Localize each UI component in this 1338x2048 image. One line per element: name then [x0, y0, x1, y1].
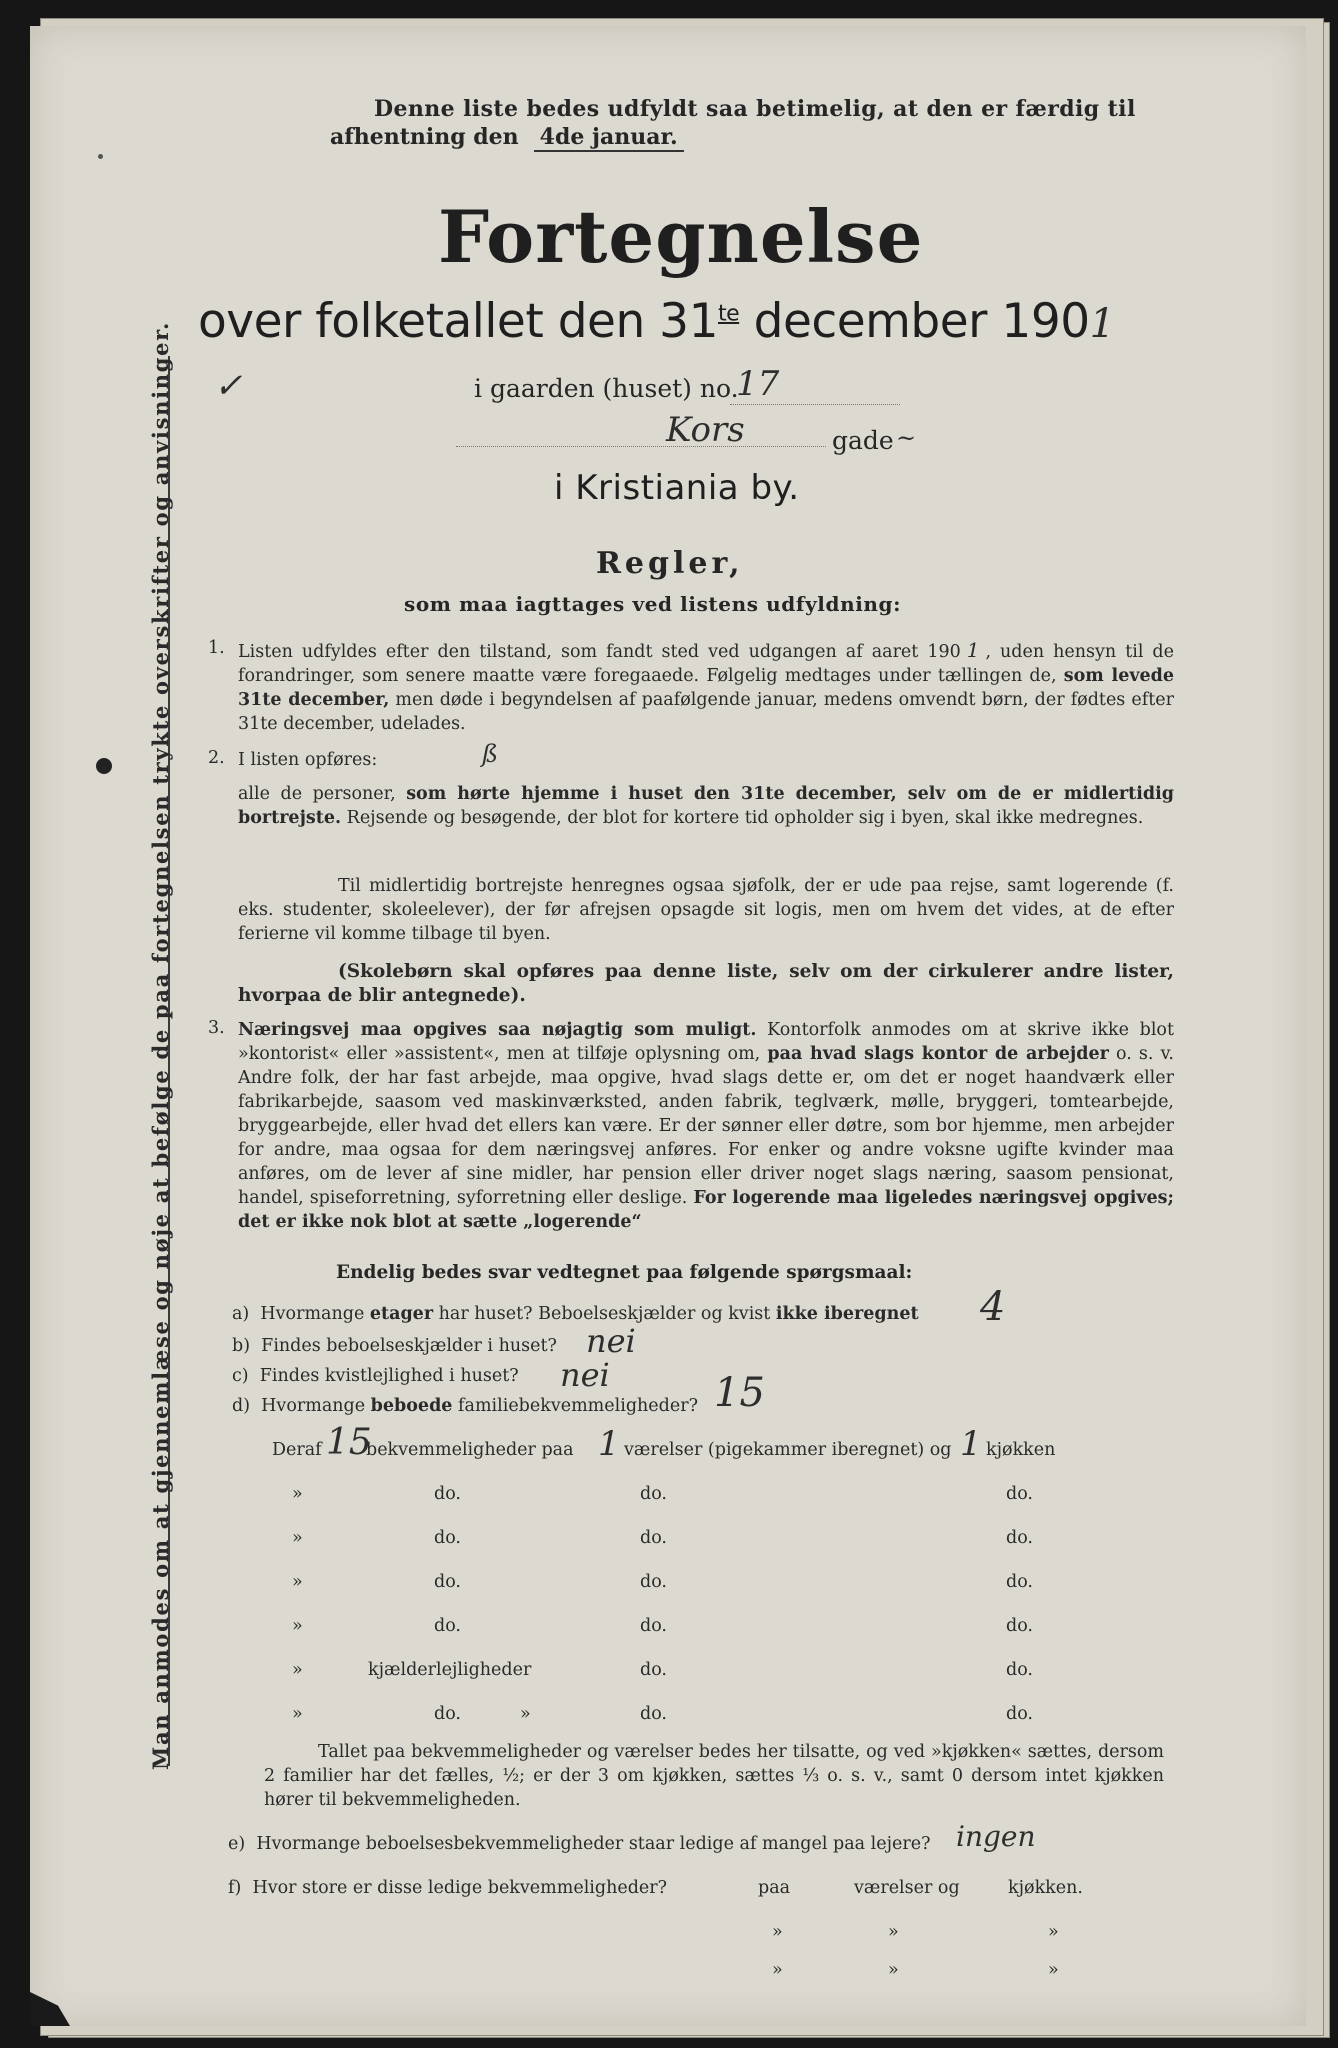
- deraf-rooms: 1: [598, 1424, 620, 1464]
- header-notice-line1: Denne liste bedes udfyldt saa betimelig, at den er færdig til: [374, 96, 1136, 122]
- question-f: [228, 1878, 667, 1898]
- answer-c: nei: [560, 1356, 610, 1394]
- ditto-f2-a: »: [772, 1960, 783, 1980]
- rule3-bold2: paa hvad slags kontor de arbejder: [767, 1044, 1109, 1064]
- ditto-r6-a: »: [292, 1704, 303, 1724]
- rule1-year-handwritten: 1: [966, 638, 980, 662]
- kjaelder-label: kjælderlejligheder: [368, 1660, 532, 1680]
- header-notice-line2: [330, 124, 684, 152]
- rule1-bold: som levede 31te december,: [238, 666, 1174, 710]
- question-f-paa: paa: [758, 1878, 791, 1898]
- do-r6-e: do.: [1006, 1704, 1033, 1724]
- rule3-text: [238, 1018, 1174, 1234]
- question-e-label: e): [228, 1834, 246, 1854]
- ditto-r3-a: »: [292, 1572, 303, 1592]
- deraf-col2: værelser (pigekammer iberegnet) og: [624, 1440, 952, 1460]
- ditto-r6-c: »: [520, 1704, 531, 1724]
- do-r3-b: do.: [434, 1572, 461, 1592]
- deraf-col3: kjøkken: [986, 1440, 1056, 1460]
- ditto-f1-a: »: [772, 1922, 783, 1942]
- question-a-label: a): [232, 1304, 250, 1324]
- question-f-text: Hvor store er disse ledige bekvemmeligheder?: [252, 1878, 668, 1898]
- do-r3-d: do.: [1006, 1572, 1033, 1592]
- rule2-number: 2.: [208, 748, 225, 768]
- gaard-dotline: [730, 404, 900, 405]
- city-line: i Kristiania by.: [554, 468, 800, 508]
- rule1-part-a: Listen udfyldes efter den tilstand, som fandt sted ved udgangen af aaret 190: [238, 642, 961, 662]
- questions-intro: Endelig bedes svar vedtegnet paa følgende spørgsmaal:: [336, 1262, 913, 1283]
- ditto-r1-a: »: [292, 1484, 303, 1504]
- ditto-r5-a: »: [292, 1660, 303, 1680]
- rule1-part-b: , uden hensyn til de forandringer, som senere maatte være foregaaede. Følgelig medtages under tællingen de,: [238, 642, 1174, 686]
- do-r1-c: do.: [640, 1484, 667, 1504]
- do-r4-b: do.: [434, 1616, 461, 1636]
- rule2-text: [238, 782, 1174, 830]
- do-r1-b: do.: [434, 1484, 461, 1504]
- question-f-label: f): [228, 1878, 242, 1898]
- question-a-bold: etager: [369, 1304, 434, 1324]
- rule1-part-c: men døde i begyndelsen af paafølgende januar, medens omvendt børn, der fødtes efter 31te december, udelades.: [238, 690, 1174, 734]
- question-a-pre: Hvormange: [260, 1304, 365, 1324]
- do-r3-c: do.: [640, 1572, 667, 1592]
- question-b-label: b): [232, 1336, 251, 1356]
- question-d-post: familiebekvemmeligheder?: [458, 1396, 698, 1416]
- do-r2-c: do.: [640, 1528, 667, 1548]
- street-dotline: [456, 446, 826, 447]
- ditto-f1-c: »: [1048, 1922, 1059, 1942]
- ditto-r2-a: »: [292, 1528, 303, 1548]
- rule2-handwritten-mark: ß: [482, 740, 499, 768]
- do-r2-d: do.: [1006, 1528, 1033, 1548]
- rule2-bold: som hørte hjemme i huset den 31te december, selv om de er midlertidig bortrejste.: [238, 784, 1174, 828]
- rule3-bold1: Næringsvej maa opgives saa nøjagtig som muligt.: [238, 1020, 757, 1040]
- deraf-count: 15: [326, 1422, 372, 1463]
- question-c-label: c): [232, 1366, 249, 1386]
- rule1-number: 1.: [208, 638, 225, 658]
- rules-subheading: som maa iagttages ved listens udfyldning:: [404, 592, 902, 616]
- do-r5-d: do.: [1006, 1660, 1033, 1680]
- ditto-f2-b: »: [888, 1960, 899, 1980]
- census-form-page: [30, 26, 1306, 2026]
- ditto-r4-a: »: [292, 1616, 303, 1636]
- gaard-number: 17: [736, 364, 780, 404]
- punch-hole: [96, 758, 112, 774]
- question-f-kjokken: kjøkken.: [1008, 1878, 1083, 1898]
- do-r6-b: do.: [434, 1704, 461, 1724]
- question-e: [228, 1834, 930, 1854]
- answer-d: 15: [714, 1370, 765, 1416]
- rule3-part-a: Kontorfolk anmodes om at skrive ikke blot »kontorist« eller »assistent«, men at tilføje oplysning om,: [238, 1020, 1174, 1064]
- question-d-bold: beboede: [370, 1396, 453, 1416]
- do-r5-c: do.: [640, 1660, 667, 1680]
- answer-b: nei: [586, 1322, 636, 1360]
- ditto-f1-b: »: [888, 1922, 899, 1942]
- deraf-col1: bekvemmeligheder paa: [366, 1440, 574, 1460]
- rule2-paragraph2: Til midlertidig bortrejste henregnes ogsaa sjøfolk, der er ude paa rejse, samt logerende (f. eks. studenter, skoleelever), der før afrejsen opsagde sit logis, men om hvem det vides, at de efter ferierne vil komme tilbage til byen.: [238, 876, 1174, 944]
- rule2-part-a: alle de personer,: [238, 784, 396, 804]
- answer-e: ingen: [956, 1820, 1036, 1853]
- question-e-text: Hvormange beboelsesbekvemmeligheder staar ledige af mangel paa lejere?: [256, 1834, 931, 1854]
- deraf-kitchens: 1: [960, 1424, 982, 1464]
- question-b: [232, 1336, 557, 1356]
- question-d-label: d): [232, 1396, 251, 1416]
- question-a: [232, 1304, 919, 1324]
- sidebar-instruction: Man anmodes om at gjennemlæse og nøje at befølge de paa fortegnelsen trykte overskrifter og anvisninger.: [148, 320, 173, 1770]
- do-r6-d: do.: [640, 1704, 667, 1724]
- do-r1-d: do.: [1006, 1484, 1033, 1504]
- rules-heading: Regler,: [596, 546, 744, 581]
- form-subtitle: [198, 294, 1115, 349]
- gaard-label: i gaarden (huset) no.: [474, 374, 739, 403]
- answer-a: 4: [980, 1284, 1006, 1330]
- year-digit-handwritten: 1: [1089, 301, 1115, 347]
- dot-mark: [98, 154, 103, 159]
- question-b-text: Findes beboelseskjælder i huset?: [261, 1336, 557, 1356]
- subtitle-suffix: december 190: [753, 294, 1090, 349]
- deraf-note: Tallet paa bekvemmeligheder og værelser bedes her tilsatte, og ved »kjøkken« sættes, dersom 2 familier har det fælles, ½; er der 3 om kjøkken, sættes ⅓ o. s. v., samt 0 dersom intet kjøkken hører til bekvemmeligheden.: [264, 1742, 1164, 1810]
- street-name: Kors: [666, 410, 745, 450]
- question-a-mid: har huset? Beboelseskjælder og kvist: [438, 1304, 771, 1324]
- subtitle-prefix: over folketallet den 31: [198, 294, 718, 349]
- question-d-pre: Hvormange: [261, 1396, 366, 1416]
- do-r4-d: do.: [1006, 1616, 1033, 1636]
- ditto-f2-c: »: [1048, 1960, 1059, 1980]
- gade-handwritten-suffix: ~: [896, 424, 917, 452]
- header-notice-date: 4de januar.: [534, 124, 684, 152]
- deraf-label: Deraf: [272, 1440, 322, 1460]
- question-d: [232, 1396, 698, 1416]
- rule1-text: [238, 638, 1174, 736]
- corner-handwritten-mark: ✓: [214, 366, 243, 406]
- question-a-bold2: ikke iberegnet: [775, 1304, 919, 1324]
- rule2-intro: I listen opføres:: [238, 750, 378, 770]
- rule3-part-b: o. s. v. Andre folk, der har fast arbejde, maa opgive, hvad slags dette er, om det er noget haandværk eller fabrikarbejde, saasom ved maskinværksted, anden fabrik, teglværk, mølle, bryggeri, tomtearbejde, bryggearbejde, eller hvad det ellers kan være. Er der sønner eller døtre, som bor hjemme, men arbejder for andre, maa ogsaa for dem næringsvej anføres. For enker og andre voksne ugifte kvinder maa anføres, om de lever af sine midler, har pension eller driver noget slags næring, saasom pensionat, handel, spiseforretning, syforretning eller deslige.: [238, 1044, 1174, 1208]
- subtitle-sup: te: [717, 301, 740, 327]
- header-notice-prefix: afhentning den: [330, 124, 519, 150]
- torn-corner: [30, 1992, 70, 2026]
- do-r4-c: do.: [640, 1616, 667, 1636]
- question-c-text: Findes kvistlejlighed i huset?: [259, 1366, 519, 1386]
- rule2-paragraph3: (Skolebørn skal opføres paa denne liste, selv om der cirkulerer andre lister, hvorpaa de blir antegnede).: [238, 961, 1174, 1006]
- gade-label: gade: [832, 426, 894, 455]
- do-r2-b: do.: [434, 1528, 461, 1548]
- rule3-bold3: For logerende maa ligeledes næringsvej opgives; det er ikke nok blot at sætte „logerende“: [238, 1188, 1174, 1232]
- rule2-part-b: Rejsende og besøgende, der blot for kortere tid opholder sig i byen, skal ikke medregnes.: [346, 808, 1144, 828]
- question-c: [232, 1366, 519, 1386]
- rule3-number: 3.: [208, 1018, 225, 1038]
- form-title: Fortegnelse: [438, 194, 924, 279]
- question-f-vaerelser: værelser og: [854, 1878, 960, 1898]
